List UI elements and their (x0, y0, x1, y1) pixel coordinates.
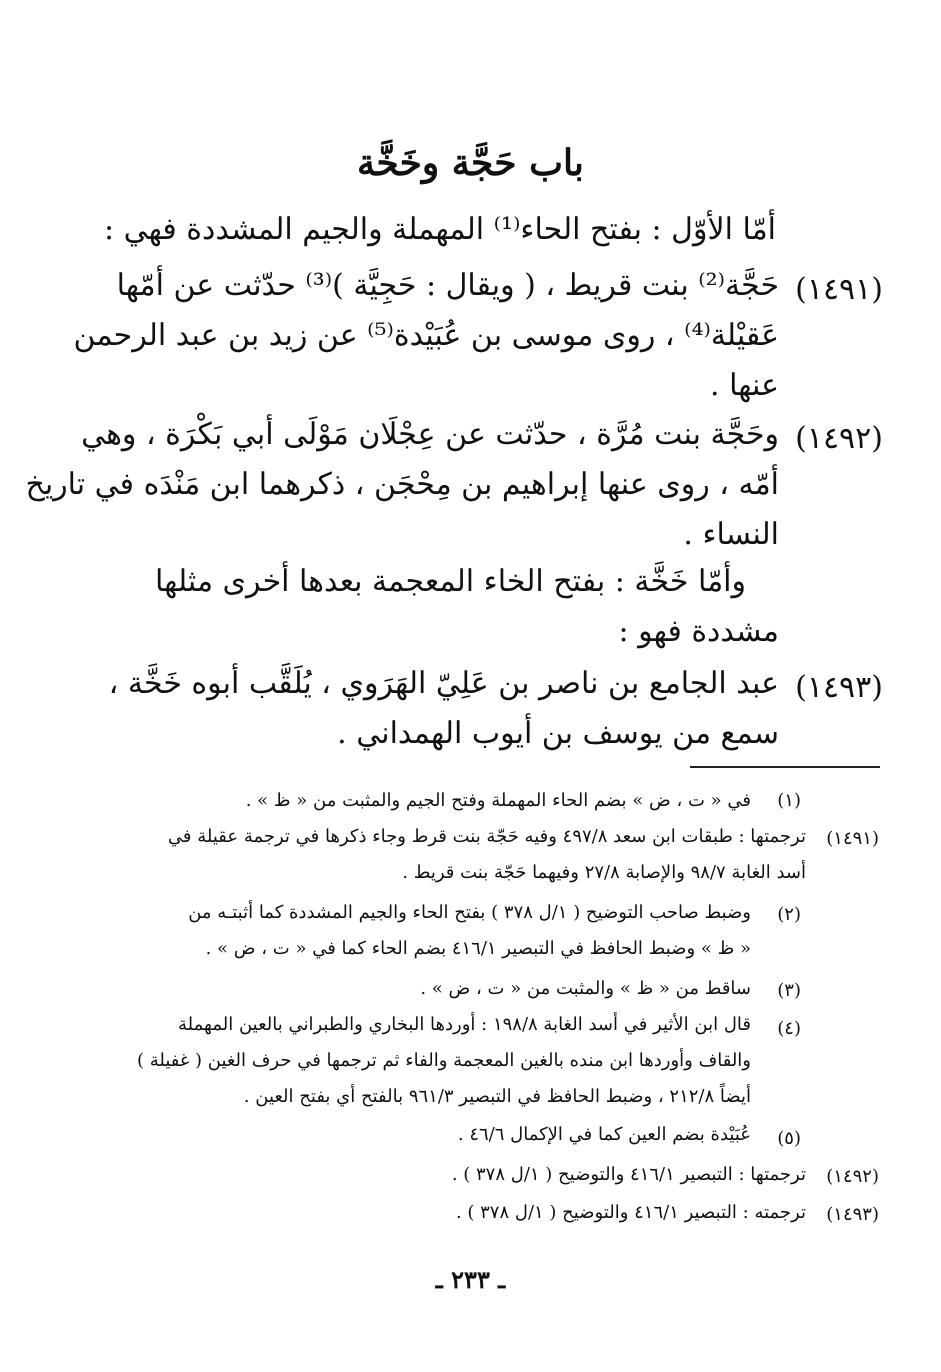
entry-line: عَقيْلة⁽⁴⁾ ، روى موسى بن عُبَيْدة⁽⁵⁾ عن زيد بن عبد الرحمن (73, 318, 779, 353)
footnote-number: (٢) (777, 904, 801, 925)
footnote-line: في « ت ، ض » بضم الحاء المهملة وفتح الجيم والمثبت من « ظ » . (245, 790, 751, 811)
footnote-line: ترجمتها : طبقات ابن سعد ٤٩٧/٨ وفيه حَجّة بنت قرط وجاء ذكرها في ترجمة عقيلة في (167, 826, 806, 847)
footnote-line: عُبَيْدة بضم العين كما في الإكمال ٤٦/٦ . (457, 1124, 751, 1145)
footnote-line: والقاف وأوردها ابن منده بالغين المعجمة والفاء ثم ترجمها في حرف الغين ( غفيلة ) (136, 1050, 751, 1071)
footnote-number: (١٤٩٣) (826, 1204, 879, 1225)
footnote-line: قال ابن الأثير في أسد الغابة ١٩٨/٨ : أوردها البخاري والطبراني بالعين المهملة (178, 1014, 751, 1035)
entry-line: أمّه ، روى عنها إبراهيم بن مِحْجَن ، ذكرهما ابن مَنْدَه في تاريخ (25, 467, 779, 502)
entry-line: النساء . (683, 517, 779, 552)
footnote-line: ساقط من « ظ » والمثبت من « ت ، ض » . (420, 978, 751, 999)
entry-line: وحَجَّة بنت مُرَّة ، حدّثت عن عِجْلَان مَوْلَى أبي بَكْرَة ، وهي (81, 417, 779, 452)
footnote-number: (١٤٩١) (826, 828, 879, 849)
footnote-number: (٣) (777, 980, 801, 1001)
entry-number: (١٤٩٢) (795, 421, 883, 456)
footnote-line: ترجمته : التبصير ٤١٦/١ والتوضيح ( ١/ل ٣٧٨ ) . (455, 1202, 806, 1223)
page-number: ـ ٢٣٣ ـ (435, 1265, 506, 1294)
entry-line: حَجَّة⁽²⁾ بنت قريط ، ( ويقال : حَجِيَّة )⁽³⁾ حدّثت عن أمّها (116, 268, 779, 303)
footnote-line: ترجمتها : التبصير ٤١٦/١ والتوضيح ( ١/ل ٣٧٨ ) . (451, 1164, 806, 1185)
entry-number: (١٤٩٣) (795, 670, 883, 705)
entry-line: عبد الجامع بن ناصر بن عَلِيّ الهَرَوي ، يُلَقَّب أبوه خَخَّة ، (108, 666, 779, 701)
footnote-number: (١٤٩٢) (826, 1166, 879, 1187)
footnote-divider (690, 766, 880, 768)
footnote-number: (١) (777, 790, 801, 811)
section-intro-line: وأمّا خَخَّة : بفتح الخاء المعجمة بعدها أخرى مثلها (154, 564, 746, 599)
chapter-title: باب حَجَّة وخَخَّة (357, 142, 584, 184)
footnote-line: « ظ » وضبط الحافظ في التبصير ٤١٦/١ بضم الحاء كما في « ت ، ض » . (205, 938, 751, 959)
entry-line: سمع من يوسف بن أيوب الهمداني . (337, 716, 779, 751)
section-intro-line: مشددة فهو : (618, 614, 779, 649)
footnote-line: وضبط صاحب التوضيح ( ١/ل ٣٧٨ ) بفتح الحاء والجيم المشددة كما أثبتـه من (188, 902, 751, 923)
footnote-line: أيضاً ٢١٢/٨ ، وضبط الحافظ في التبصير ٩٦١/٣ بالفتح أي بفتح العين . (243, 1086, 751, 1107)
intro-line: أمّا الأوّل : بفتح الحاء⁽¹⁾ المهملة والجيم المشددة فهي : (103, 212, 776, 247)
footnote-line: أسد الغابة ٩٨/٧ والإصابة ٢٧/٨ وفيهما حَجّة بنت قريط . (402, 862, 806, 883)
entry-number: (١٤٩١) (795, 272, 883, 307)
footnote-number: (٥) (777, 1128, 801, 1149)
entry-line: عنها . (710, 368, 779, 403)
footnote-number: (٤) (777, 1018, 801, 1039)
